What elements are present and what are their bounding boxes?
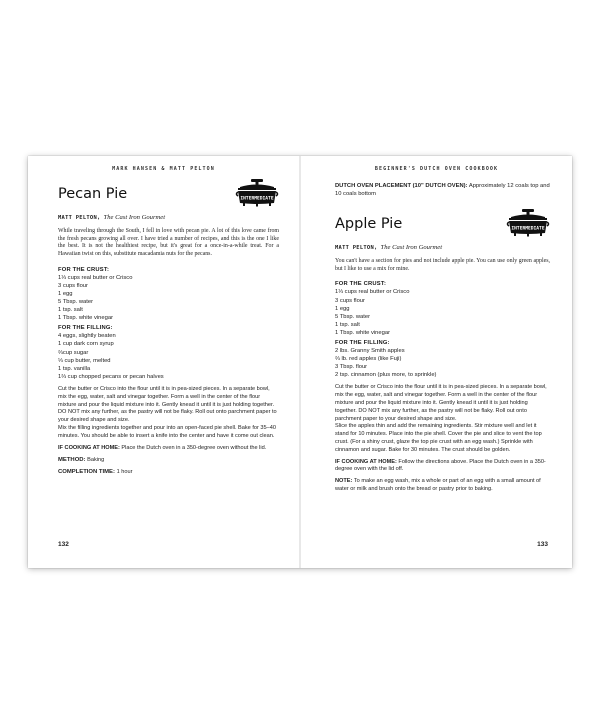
left-page [28, 156, 299, 568]
ingredient: 1 tsp. salt [335, 321, 360, 328]
ingredient: 3 cups flour [335, 297, 365, 304]
recipe-intro: You can't have a section for pies and not include apple pie. You can use only green apples, but I like to use a mix for mine. [335, 258, 550, 272]
ingredient: 1 egg [335, 305, 350, 312]
ingredient: 1⅔ cup chopped pecans or pecan halves [58, 373, 164, 380]
time-label: COMPLETION TIME: [58, 469, 115, 476]
placement-text: Approximately 12 coals top and 10 coals bottom [335, 183, 550, 197]
method [58, 456, 279, 464]
method-value: Baking [87, 457, 105, 464]
filling-heading: FOR THE FILLING: [335, 339, 390, 346]
dutch-oven-icon [235, 178, 279, 208]
badge-label: INTERMEDIATE [511, 226, 545, 232]
instructions [335, 384, 550, 454]
ingredient: 2 lbs. Granny Smith apples [335, 347, 405, 354]
running-head: MARK HANSEN & MATT PELTON [112, 166, 215, 172]
byline-book: The Cast Iron Gourmet [103, 214, 166, 221]
byline-author: MATT PELTON, [58, 215, 101, 221]
ingredient: 1 tsp. vanilla [58, 365, 91, 372]
crust-heading: FOR THE CRUST: [58, 266, 110, 273]
running-head: BEGINNER'S DUTCH OVEN COOKBOOK [374, 166, 499, 172]
recipe-title: Apple Pie [335, 216, 403, 232]
home-text: Follow the directions above. Place the Dutch oven in a 350-degree oven with the lid off. [335, 458, 546, 473]
ingredient: 1⅓ cups real butter or Crisco [58, 274, 133, 281]
ingredient: 5 Tbsp. water [335, 313, 371, 320]
dutch-oven-icon [506, 208, 550, 238]
crust-ingredients [335, 288, 550, 337]
completion-time [58, 468, 279, 476]
note-text: To make an egg wash, mix a whole or part of an egg with a small amount of water or milk and brush onto the bread or pastry prior to baking. [335, 478, 541, 492]
recipe-intro: While traveling through the South, I fell in love with pecan pie. A lot of this love came from the fresh pecans growing all over. I have tried a number of recipes, and this is the one I like the best. It is not the healthiest recipe, but it's great for a once-in-a-while treat. For a Hawaiian twist on this, substitute macadamia nuts for the pecans. [58, 228, 279, 258]
filling-ingredients [335, 347, 550, 379]
instruction-paragraph: Cut the butter or Crisco into the flour until it is in pea-sized pieces. In a separate bowl, mix the egg, water, salt and vinegar together. Form a well in the center of the flour mixture and pour the liquid mixture into it. Gently knead it until it is just holding together. DO NOT mix any further, as the pastry will not be flaky. Roll out onto parchment paper to your desired shape and size. [58, 385, 277, 424]
ingredient: ⅓ cup butter, melted [58, 357, 111, 364]
byline-book: The Cast Iron Gourmet [380, 244, 443, 251]
crust-heading: FOR THE CRUST: [335, 281, 387, 288]
home-label: IF COOKING AT HOME: [58, 444, 120, 451]
book-spread [28, 156, 572, 568]
ingredient: 3 cups flour [58, 282, 88, 289]
ingredient: ⅔ lb. red apples (like Fuji) [335, 356, 402, 363]
filling-ingredients [58, 332, 279, 381]
badge-label: INTERMEDIATE [240, 196, 274, 202]
ingredient: 1 Tbsp. white vinegar [58, 315, 113, 322]
home-text: Place the Dutch oven in a 350-degree oven without the lid. [121, 444, 267, 451]
filling-heading: FOR THE FILLING: [58, 325, 113, 332]
instruction-paragraph: Mix the filling ingredients together and pour into an open-faced pie shell. Bake for 35–40 minutes. You should be able to insert a knife into the center and have it come out clean. [58, 424, 276, 439]
page-number: 133 [537, 541, 548, 548]
egg-wash-note [335, 478, 550, 494]
oven-placement [335, 182, 550, 198]
method-label: METHOD: [58, 457, 86, 464]
ingredient: 1 Tbsp. white vinegar [335, 329, 390, 336]
instruction-paragraph: Slice the apples thin and add the remaining ingredients. Stir mixture well and let it stand for 10 minutes. Place into the pie shell. Cover the pie and slice to vent the top crust. (For a shiny crust, glaze the top pie crust with an egg wash.) Sprinkle with cinnamon and sugar. Bake for 30 minutes. The crust should be golden. [335, 423, 542, 453]
page-number: 132 [58, 541, 69, 548]
home-cooking-note [58, 445, 279, 453]
ingredient: 5 Tbsp. water [58, 299, 94, 306]
crust-ingredients [58, 274, 279, 323]
ingredient: 2 tsp. cinnamon (plus more, to sprinkle) [335, 372, 437, 379]
ingredient: 1⅓ cups real butter or Crisco [335, 289, 410, 296]
byline [58, 214, 279, 221]
placement-label: DUTCH OVEN PLACEMENT (10" DUTCH OVEN): [335, 183, 468, 189]
ingredient: 1 egg [58, 291, 73, 297]
home-cooking-note [335, 459, 550, 475]
home-label: IF COOKING AT HOME: [335, 458, 397, 465]
ingredient: 4 eggs, slightly beaten [58, 333, 116, 340]
right-page [301, 156, 572, 568]
instruction-paragraph: Cut the butter or Crisco into the flour until it is in pea-sized pieces. In a separate bowl, mix the egg, water, salt and vinegar together. Form a well in the center of the flour mixture and pour the liquid mixture into it. Gently knead it until it is just holding together. DO NOT mix any further, as the pastry will not be flaky. Roll out onto parchment paper to your desired shape and size. [335, 384, 547, 422]
ingredient: 3 Tbsp. flour [335, 364, 368, 371]
time-value: 1 hour [116, 469, 133, 476]
note-label: NOTE: [335, 478, 353, 485]
ingredient: ⅔cup sugar [58, 349, 89, 356]
instructions [58, 386, 279, 441]
recipe-title: Pecan Pie [58, 186, 128, 202]
ingredient: 1 tsp. salt [58, 307, 83, 314]
ingredient: 1 cup dark corn syrup [58, 341, 114, 348]
byline [335, 244, 550, 251]
byline-author: MATT PELTON, [335, 245, 378, 251]
